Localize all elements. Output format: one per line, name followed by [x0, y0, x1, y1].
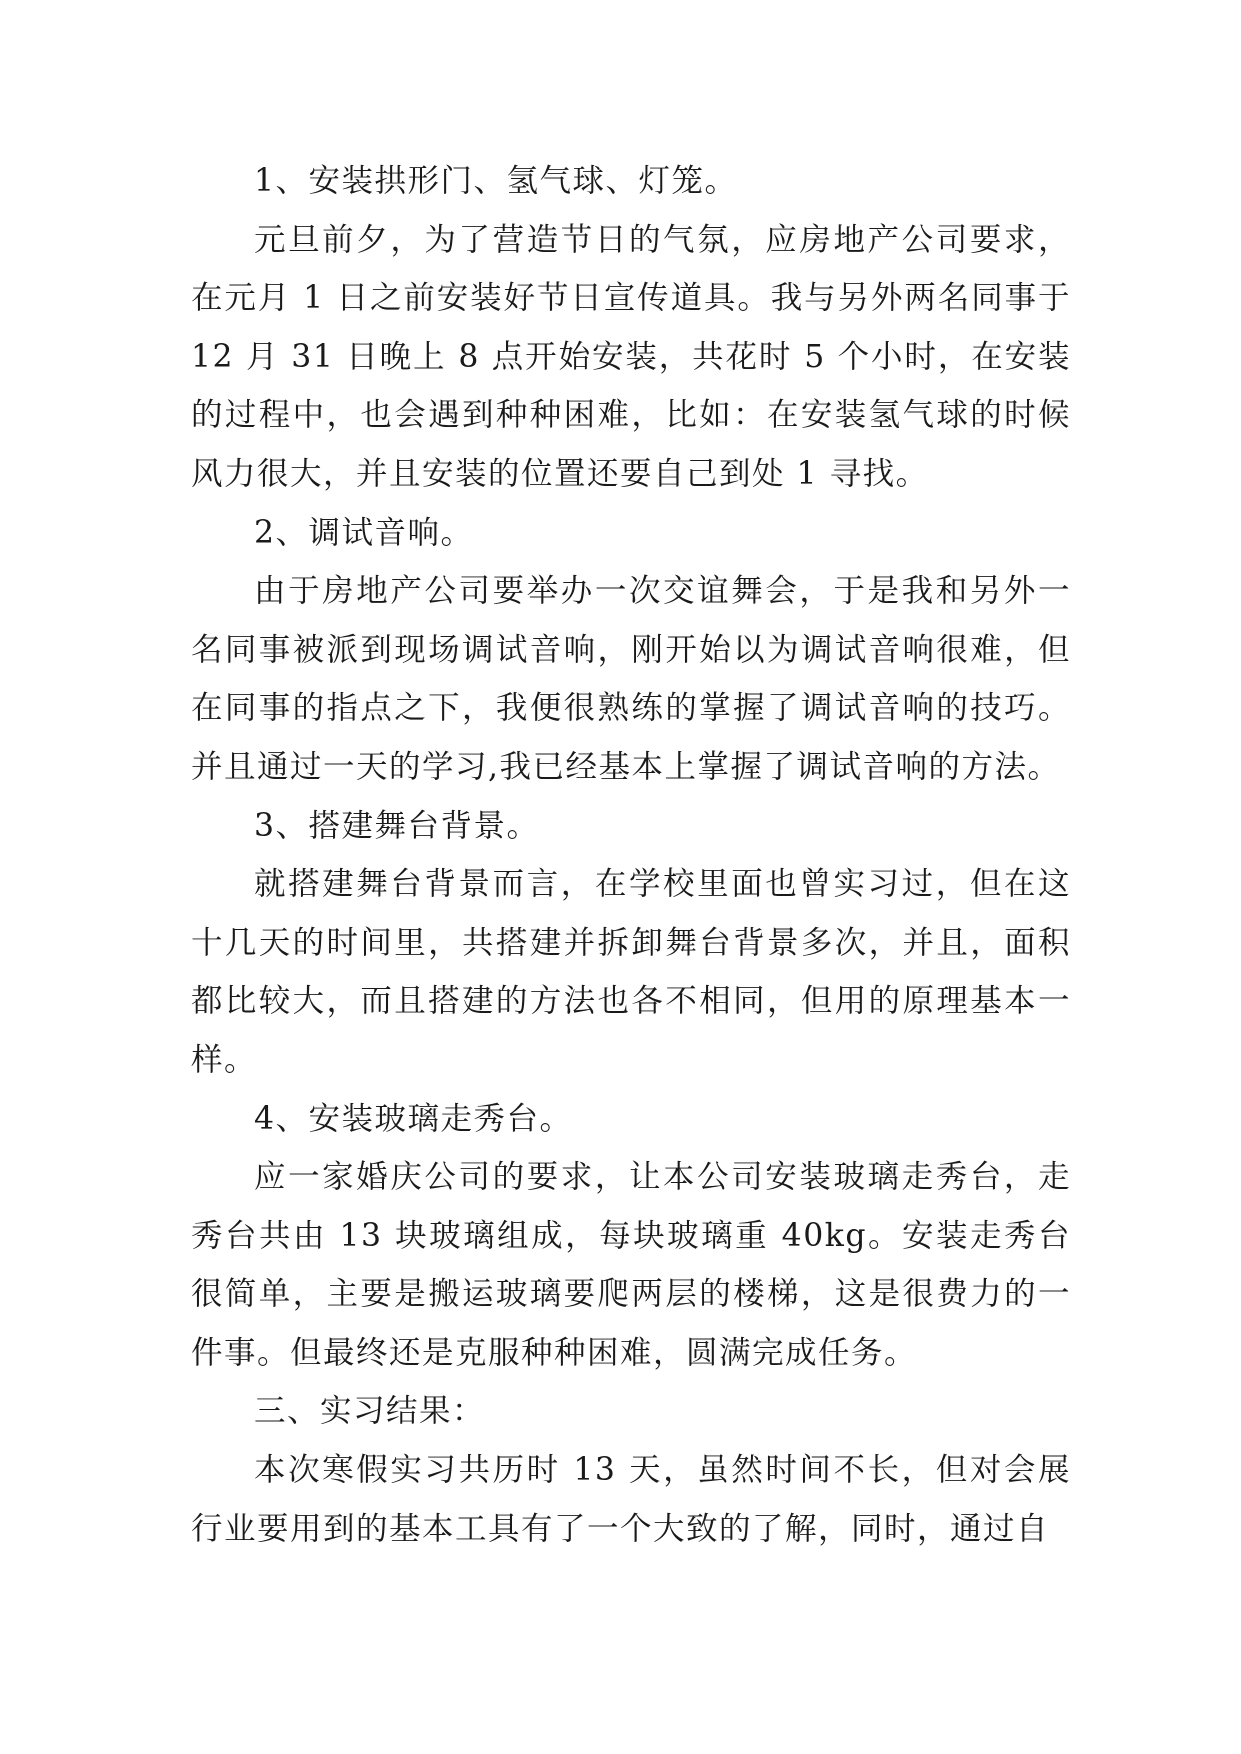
- document-body: [191, 152, 1071, 1558]
- section-heading-install-arches: 1、安装拱形门、氢气球、灯笼。: [254, 163, 738, 199]
- paragraph-internship-results: 本次寒假实习共历时 13 天，虽然时间不长，但对会展行业要用到的基本工具有了一个大致的了解，同时，通过自: [191, 1452, 1071, 1547]
- section-heading-internship-results: 三、实习结果：: [254, 1393, 486, 1430]
- paragraph-install-arches: 元旦前夕，为了营造节日的气氛，应房地产公司要求，在元月 1 日之前安装好节日宣传道具。我与另外两名同事于 12 月 31 日晚上 8 点开始安装，共花时 5 个小时，在安装的过程中，也会遇到种种困难，比如：在安装氢气球的时候风力很大，并且安装的位置还要自己到处 1 寻找。: [191, 221, 1071, 492]
- paragraph-glass-runway: 应一家婚庆公司的要求，让本公司安装玻璃走秀台，走秀台共由 13 块玻璃组成，每块玻璃重 40kg。安装走秀台很简单，主要是搬运玻璃要爬两层的楼梯，这是很费力的一件事。但最终还是克服种种困难，圆满完成任务。: [191, 1159, 1071, 1371]
- section-heading-stage-background: 3、搭建舞台背景。: [254, 807, 540, 844]
- section-heading-glass-runway: 4、安装玻璃走秀台。: [254, 1100, 573, 1137]
- paragraph-stage-background: 就搭建舞台背景而言，在学校里面也曾实习过，但在这十几天的时间里，共搭建并拆卸舞台背景多次，并且，面积都比较大，而且搭建的方法也各不相同，但用的原理基本一样。: [191, 866, 1071, 1078]
- section-heading-audio-testing: 2、调试音响。: [254, 514, 474, 551]
- paragraph-audio-testing: 由于房地产公司要举办一次交谊舞会，于是我和另外一名同事被派到现场调试音响，刚开始以为调试音响很难，但在同事的指点之下，我便很熟练的掌握了调试音响的技巧。并且通过一天的学习,我已经基本上掌握了调试音响的方法。: [191, 573, 1071, 785]
